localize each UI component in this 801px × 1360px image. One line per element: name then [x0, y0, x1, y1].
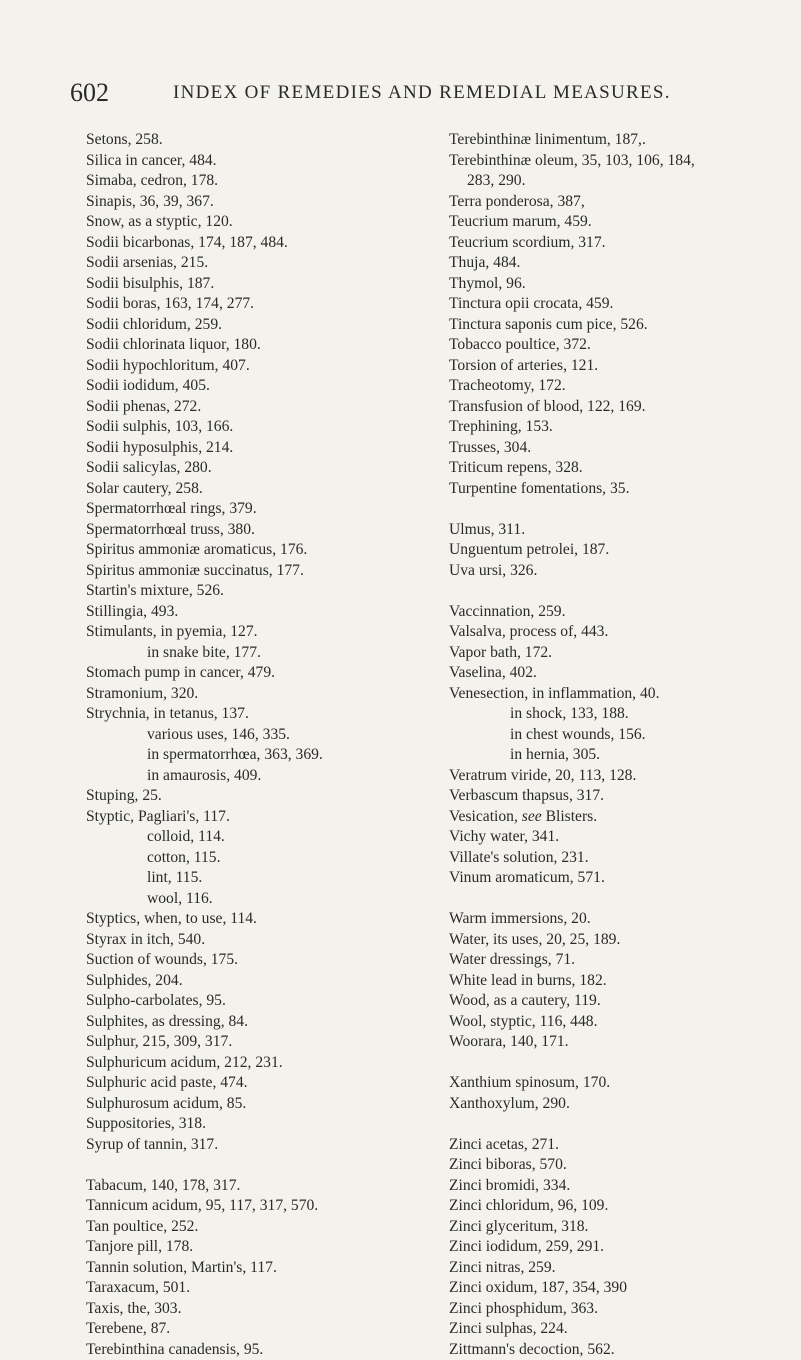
index-entry: Sinapis, 36, 39, 367.: [86, 192, 446, 213]
index-entry: Woorara, 140, 171.: [449, 1032, 789, 1053]
index-entry: Sodii hyposulphis, 214.: [86, 438, 446, 459]
index-entry: Tannin solution, Martin's, 117.: [86, 1258, 446, 1279]
index-entry: Spiritus ammoniæ succinatus, 177.: [86, 561, 446, 582]
index-entry: Sulphur, 215, 309, 317.: [86, 1032, 446, 1053]
index-entry: Styrax in itch, 540.: [86, 930, 446, 951]
page-header: [70, 78, 750, 118]
index-entry: Spiritus ammoniæ aromaticus, 176.: [86, 540, 446, 561]
index-entry: Tinctura saponis cum pice, 526.: [449, 315, 789, 336]
index-entry: Taxis, the, 303.: [86, 1299, 446, 1320]
index-entry: Silica in cancer, 484.: [86, 151, 446, 172]
index-entry: Suppositories, 318.: [86, 1114, 446, 1135]
index-entry: Unguentum petrolei, 187.: [449, 540, 789, 561]
index-entry: Sodii chlorinata liquor, 180.: [86, 335, 446, 356]
index-entry: Turpentine fomentations, 35.: [449, 479, 789, 500]
index-subentry: various uses, 146, 335.: [86, 725, 446, 746]
index-entry: Startin's mixture, 526.: [86, 581, 446, 602]
index-entry: Terebinthinæ linimentum, 187,.: [449, 130, 789, 151]
index-entry: Venesection, in inflammation, 40.: [449, 684, 789, 705]
index-subentry: in amaurosis, 409.: [86, 766, 446, 787]
index-subentry: in shock, 133, 188.: [449, 704, 789, 725]
index-entry: Vaccinnation, 259.: [449, 602, 789, 623]
index-entry: Terebene, 87.: [86, 1319, 446, 1340]
index-entry: Wool, styptic, 116, 448.: [449, 1012, 789, 1033]
index-entry: Syrup of tannin, 317.: [86, 1135, 446, 1156]
index-subentry: in hernia, 305.: [449, 745, 789, 766]
index-subentry: colloid, 114.: [86, 827, 446, 848]
index-entry: Strychnia, in tetanus, 137.: [86, 704, 446, 725]
index-entry: Stramonium, 320.: [86, 684, 446, 705]
letter-section-gap: [449, 1053, 789, 1074]
index-entry: Sodii bisulphis, 187.: [86, 274, 446, 295]
index-entry: Sodii hypochloritum, 407.: [86, 356, 446, 377]
index-entry: Water, its uses, 20, 25, 189.: [449, 930, 789, 951]
index-subentry: wool, 116.: [86, 889, 446, 910]
index-entry: Zittmann's decoction, 562.: [449, 1340, 789, 1360]
index-entry: Teucrium scordium, 317.: [449, 233, 789, 254]
index-entry: Zinci iodidum, 259, 291.: [449, 1237, 789, 1258]
index-entry-continuation: 283, 290.: [449, 171, 789, 192]
index-entry: Sulphides, 204.: [86, 971, 446, 992]
index-entry: Tinctura opii crocata, 459.: [449, 294, 789, 315]
index-entry: Sodii boras, 163, 174, 277.: [86, 294, 446, 315]
index-entry: Suction of wounds, 175.: [86, 950, 446, 971]
index-entry: Vapor bath, 172.: [449, 643, 789, 664]
index-entry: Zinci chloridum, 96, 109.: [449, 1196, 789, 1217]
index-entry: Teucrium marum, 459.: [449, 212, 789, 233]
index-entry: Stomach pump in cancer, 479.: [86, 663, 446, 684]
letter-section-gap: [449, 889, 789, 910]
index-entry: Sodii chloridum, 259.: [86, 315, 446, 336]
index-entry: Uva ursi, 326.: [449, 561, 789, 582]
index-entry: Sodii arsenias, 215.: [86, 253, 446, 274]
index-entry: Tracheotomy, 172.: [449, 376, 789, 397]
index-entry: Setons, 258.: [86, 130, 446, 151]
index-entry: Thymol, 96.: [449, 274, 789, 295]
index-entry: Zinci bromidi, 334.: [449, 1176, 789, 1197]
index-entry: Sulpho-carbolates, 95.: [86, 991, 446, 1012]
index-entry: Sulphuricum acidum, 212, 231.: [86, 1053, 446, 1074]
index-entry: Terebinthina canadensis, 95.: [86, 1340, 446, 1360]
index-entry: Sodii iodidum, 405.: [86, 376, 446, 397]
index-entry: Stimulants, in pyemia, 127.: [86, 622, 446, 643]
index-subentry: in spermatorrhœa, 363, 369.: [86, 745, 446, 766]
index-entry: Zinci sulphas, 224.: [449, 1319, 789, 1340]
index-entry: Sulphites, as dressing, 84.: [86, 1012, 446, 1033]
index-entry: Sulphurosum acidum, 85.: [86, 1094, 446, 1115]
index-subentry: cotton, 115.: [86, 848, 446, 869]
index-column-left: [86, 130, 446, 1360]
index-entry: Zinci phosphidum, 363.: [449, 1299, 789, 1320]
index-entry: Warm immersions, 20.: [449, 909, 789, 930]
index-entry: Simaba, cedron, 178.: [86, 171, 446, 192]
index-entry: Zinci oxidum, 187, 354, 390: [449, 1278, 789, 1299]
index-entry: Tobacco poultice, 372.: [449, 335, 789, 356]
index-entry: Spermatorrhœal rings, 379.: [86, 499, 446, 520]
index-entry: Styptic, Pagliari's, 117.: [86, 807, 446, 828]
index-entry: Zinci acetas, 271.: [449, 1135, 789, 1156]
letter-section-gap: [449, 499, 789, 520]
index-entry: Tannicum acidum, 95, 117, 317, 570.: [86, 1196, 446, 1217]
index-entry: Sodii sulphis, 103, 166.: [86, 417, 446, 438]
index-entry: Zinci biboras, 570.: [449, 1155, 789, 1176]
index-entry: Snow, as a styptic, 120.: [86, 212, 446, 233]
index-entry: Taraxacum, 501.: [86, 1278, 446, 1299]
index-entry: Verbascum thapsus, 317.: [449, 786, 789, 807]
index-entry: Xanthium spinosum, 170.: [449, 1073, 789, 1094]
page-number: 602: [70, 78, 109, 108]
index-entry: Tanjore pill, 178.: [86, 1237, 446, 1258]
index-entry: Valsalva, process of, 443.: [449, 622, 789, 643]
index-entry: Zinci glyceritum, 318.: [449, 1217, 789, 1238]
index-entry: Zinci nitras, 259.: [449, 1258, 789, 1279]
letter-section-gap: [86, 1155, 446, 1176]
index-entry: Ulmus, 311.: [449, 520, 789, 541]
index-entry: Wood, as a cautery, 119.: [449, 991, 789, 1012]
index-entry: Sodii bicarbonas, 174, 187, 484.: [86, 233, 446, 254]
index-entry: White lead in burns, 182.: [449, 971, 789, 992]
index-entry: Trusses, 304.: [449, 438, 789, 459]
index-column-right: [449, 130, 789, 1360]
index-entry: Sodii salicylas, 280.: [86, 458, 446, 479]
index-entry: Vaselina, 402.: [449, 663, 789, 684]
index-entry: Triticum repens, 328.: [449, 458, 789, 479]
index-entry: Terra ponderosa, 387,: [449, 192, 789, 213]
index-entry: Thuja, 484.: [449, 253, 789, 274]
index-subentry: in snake bite, 177.: [86, 643, 446, 664]
index-entry: Tabacum, 140, 178, 317.: [86, 1176, 446, 1197]
index-entry: Vinum aromaticum, 571.: [449, 868, 789, 889]
index-subentry: in chest wounds, 156.: [449, 725, 789, 746]
letter-section-gap: [449, 1114, 789, 1135]
index-entry: Terebinthinæ oleum, 35, 103, 106, 184,: [449, 151, 789, 172]
index-subentry: lint, 115.: [86, 868, 446, 889]
index-entry: Stuping, 25.: [86, 786, 446, 807]
running-title: INDEX OF REMEDIES AND REMEDIAL MEASURES.: [173, 82, 671, 104]
index-entry: Xanthoxylum, 290.: [449, 1094, 789, 1115]
index-entry: Trephining, 153.: [449, 417, 789, 438]
index-entry: Torsion of arteries, 121.: [449, 356, 789, 377]
index-entry: Vichy water, 341.: [449, 827, 789, 848]
index-entry: Styptics, when, to use, 114.: [86, 909, 446, 930]
index-entry: Solar cautery, 258.: [86, 479, 446, 500]
index-entry: Water dressings, 71.: [449, 950, 789, 971]
index-entry: Spermatorrhœal truss, 380.: [86, 520, 446, 541]
index-entry: Vesication, see Blisters.: [449, 807, 789, 828]
index-entry: Veratrum viride, 20, 113, 128.: [449, 766, 789, 787]
index-entry: Sodii phenas, 272.: [86, 397, 446, 418]
index-entry: Sulphuric acid paste, 474.: [86, 1073, 446, 1094]
index-entry: Stillingia, 493.: [86, 602, 446, 623]
letter-section-gap: [449, 581, 789, 602]
index-entry: Tan poultice, 252.: [86, 1217, 446, 1238]
index-entry: Villate's solution, 231.: [449, 848, 789, 869]
index-entry: Transfusion of blood, 122, 169.: [449, 397, 789, 418]
